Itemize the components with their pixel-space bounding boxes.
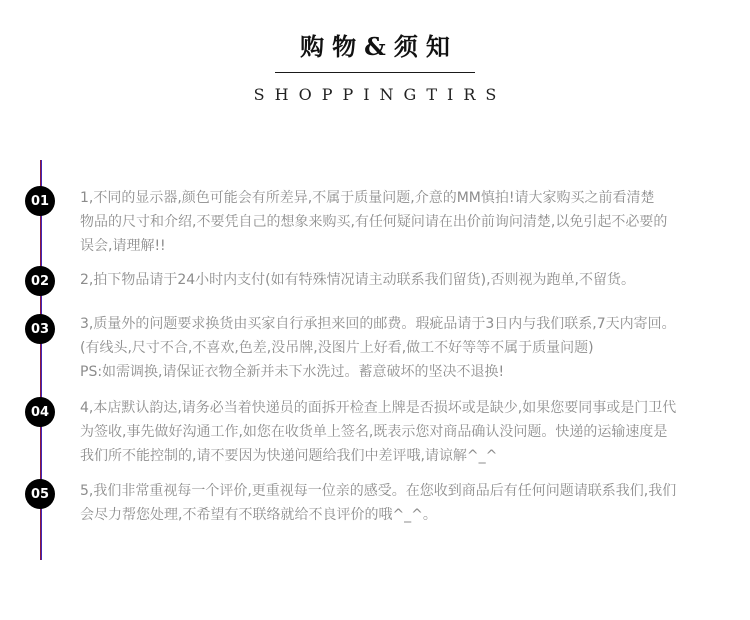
notice-line: 5,我们非常重视每一个评价,更重视每一位亲的感受。在您收到商品后有任何问题请联系我们,我们 [80,483,677,499]
header [0,32,750,104]
notice-item-4 [80,396,740,468]
notice-badge-04: 04 [25,397,55,427]
notice-item-1 [80,186,740,258]
notice-line: 2,拍下物品请于24小时内支付(如有特殊情况请主动联系我们留货),否则视为跑单,不留货。 [80,272,635,288]
notice-line: 为签收,事先做好沟通工作,如您在收货单上签名,既表示您对商品确认没问题。快递的运输速度是 [80,424,668,440]
page-title: 购物&须知 [300,32,458,61]
notice-line: PS:如需调换,请保证衣物全新并未下水洗过。蓄意破坏的坚决不退换! [80,364,505,380]
notice-line: 3,质量外的问题要求换货由买家自行承担来回的邮费。瑕疵品请于3日内与我们联系,7天内寄回。 [80,316,676,332]
notice-item-5 [80,479,740,527]
notice-line: 1,不同的显示器,颜色可能会有所差异,不属于质量问题,介意的MM慎拍!请大家购买之前看清楚 [80,190,655,206]
notice-item-3 [80,312,740,384]
notice-badge-01: 01 [25,186,55,216]
notice-line: 会尽力帮您处理,不希望有不联络就给不良评价的哦^_^。 [80,507,437,523]
notice-item-2 [80,268,740,292]
notice-line: 我们所不能控制的,请不要因为快递问题给我们中差评哦,请谅解^_^ [80,448,498,464]
notice-badge-05: 05 [25,479,55,509]
title-divider [275,72,475,73]
notice-badge-03: 03 [25,314,55,344]
notice-badge-02: 02 [25,266,55,296]
page-subtitle: SHOPPINGTIRS [253,85,507,104]
notice-line: 误会,请理解!! [80,238,166,254]
notice-line: 4,本店默认韵达,请务必当着快递员的面拆开检查上牌是否损坏或是缺少,如果您要同事或是门卫代 [80,400,677,416]
notice-line: 物品的尺寸和介绍,不要凭自己的想象来购买,有任何疑问请在出价前询问清楚,以免引起不必要的 [80,214,668,230]
notice-line: (有线头,尺寸不合,不喜欢,色差,没吊牌,没图片上好看,做工不好等等不属于质量问题) [80,340,594,356]
